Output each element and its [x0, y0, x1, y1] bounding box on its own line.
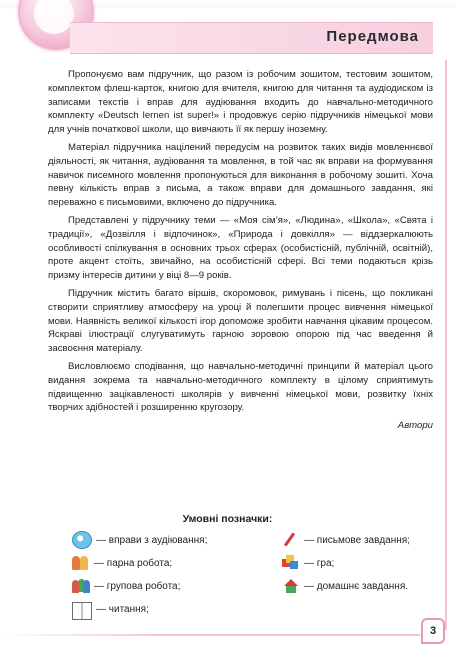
- legend-label: — гра;: [304, 557, 335, 569]
- house-icon: [282, 578, 300, 594]
- legend-label: — вправи з аудіювання;: [96, 534, 208, 546]
- preface-text: [48, 68, 433, 433]
- legend-item-group-work: [72, 576, 180, 596]
- page-title: Передмова: [326, 28, 419, 45]
- legend-item-audio: [72, 530, 207, 550]
- game-blocks-icon: [282, 555, 300, 571]
- signature: Автори: [397, 420, 433, 432]
- header-bar: [70, 22, 433, 54]
- paragraph-1: Пропонуємо вам підручник, що разом із робочим зошитом, тестовим зошитом, комплектом флеш-карток, книгою для вчителя, книгою для читання та аудіодиском із записами текстів і вправ для аудіювання входить до навчально-методичного комплекту «Deutsch lernen ist super!» і продовжує серію підручників німецької мови для учнів початкової школи, що вивчають її як першу іноземну.: [48, 69, 433, 136]
- page-number: 3: [421, 618, 445, 644]
- legend-title: Умовні позначки:: [182, 513, 273, 525]
- book-icon: [72, 602, 92, 620]
- paragraph-5: Висловлюємо сподівання, що навчально-методичні принципи й матеріал цього видання зокрема та навчально-методичного комплекту в цілому сприятимуть підвищенню зацікавленості школярів у вивченні німецької мови, розвитку їхніх творчих здібностей і розширенню кругозору.: [48, 360, 433, 414]
- legend-label: — групова робота;: [94, 580, 181, 592]
- legend-label: — парна робота;: [94, 557, 173, 569]
- legend-item-reading: [72, 599, 149, 619]
- paragraph-3: Представлені у підручнику теми — «Моя сім’я», «Людина», «Школа», «Свята і традиції», «Дозвілля і відпочинок», «Природа і довкілля» — віддзеркалюють особливості спілкування в основних трьох сферах (особистісній, публічній, освітній), проте акцент стоїть, звичайно, на особистісній сфері. Всі теми подаються крізь призму інтересів дитини у віці 8—9 років.: [48, 214, 433, 282]
- right-page-border: [445, 60, 447, 630]
- paragraph-4: Підручник містить багато віршів, скоромовок, римувань і пісень, що покликані створити сприятливу атмосферу на уроці й полегшити процес вивчення німецької мови. Наявність великої кількості ігор допоможе зробити навчання цікавим процесом. Яскраві ілюстрації слугуватимуть гарною зоровою опорою під час введення й засвоєння матеріалу.: [48, 287, 433, 355]
- legend-label: — домашнє завдання.: [304, 580, 409, 592]
- legend-item-writing: [282, 530, 410, 550]
- audio-disc-icon: [72, 531, 92, 549]
- group-work-icon: [72, 578, 90, 594]
- legend-item-game: [282, 553, 334, 573]
- bottom-page-border: [0, 634, 420, 636]
- pair-work-icon: [72, 555, 90, 571]
- pen-icon: [282, 532, 300, 548]
- paragraph-2: Матеріал підручника націлений передусім на розвиток таких видів мовленнєвої діяльності, як читання, аудіювання та мовлення, в той час як вправи на формування навичок писемного мовлення пропонуються для виконання в робочому зошиті. Хоча певну кількість вправ з письма, а також вправи для домашнього завдання, які переважно є письмовими, включено до підручника.: [48, 141, 433, 209]
- legend-item-homework: [282, 576, 408, 596]
- legend-label: — письмове завдання;: [304, 534, 410, 546]
- legend-item-pair-work: [72, 553, 172, 573]
- legend-label: — читання;: [96, 603, 149, 615]
